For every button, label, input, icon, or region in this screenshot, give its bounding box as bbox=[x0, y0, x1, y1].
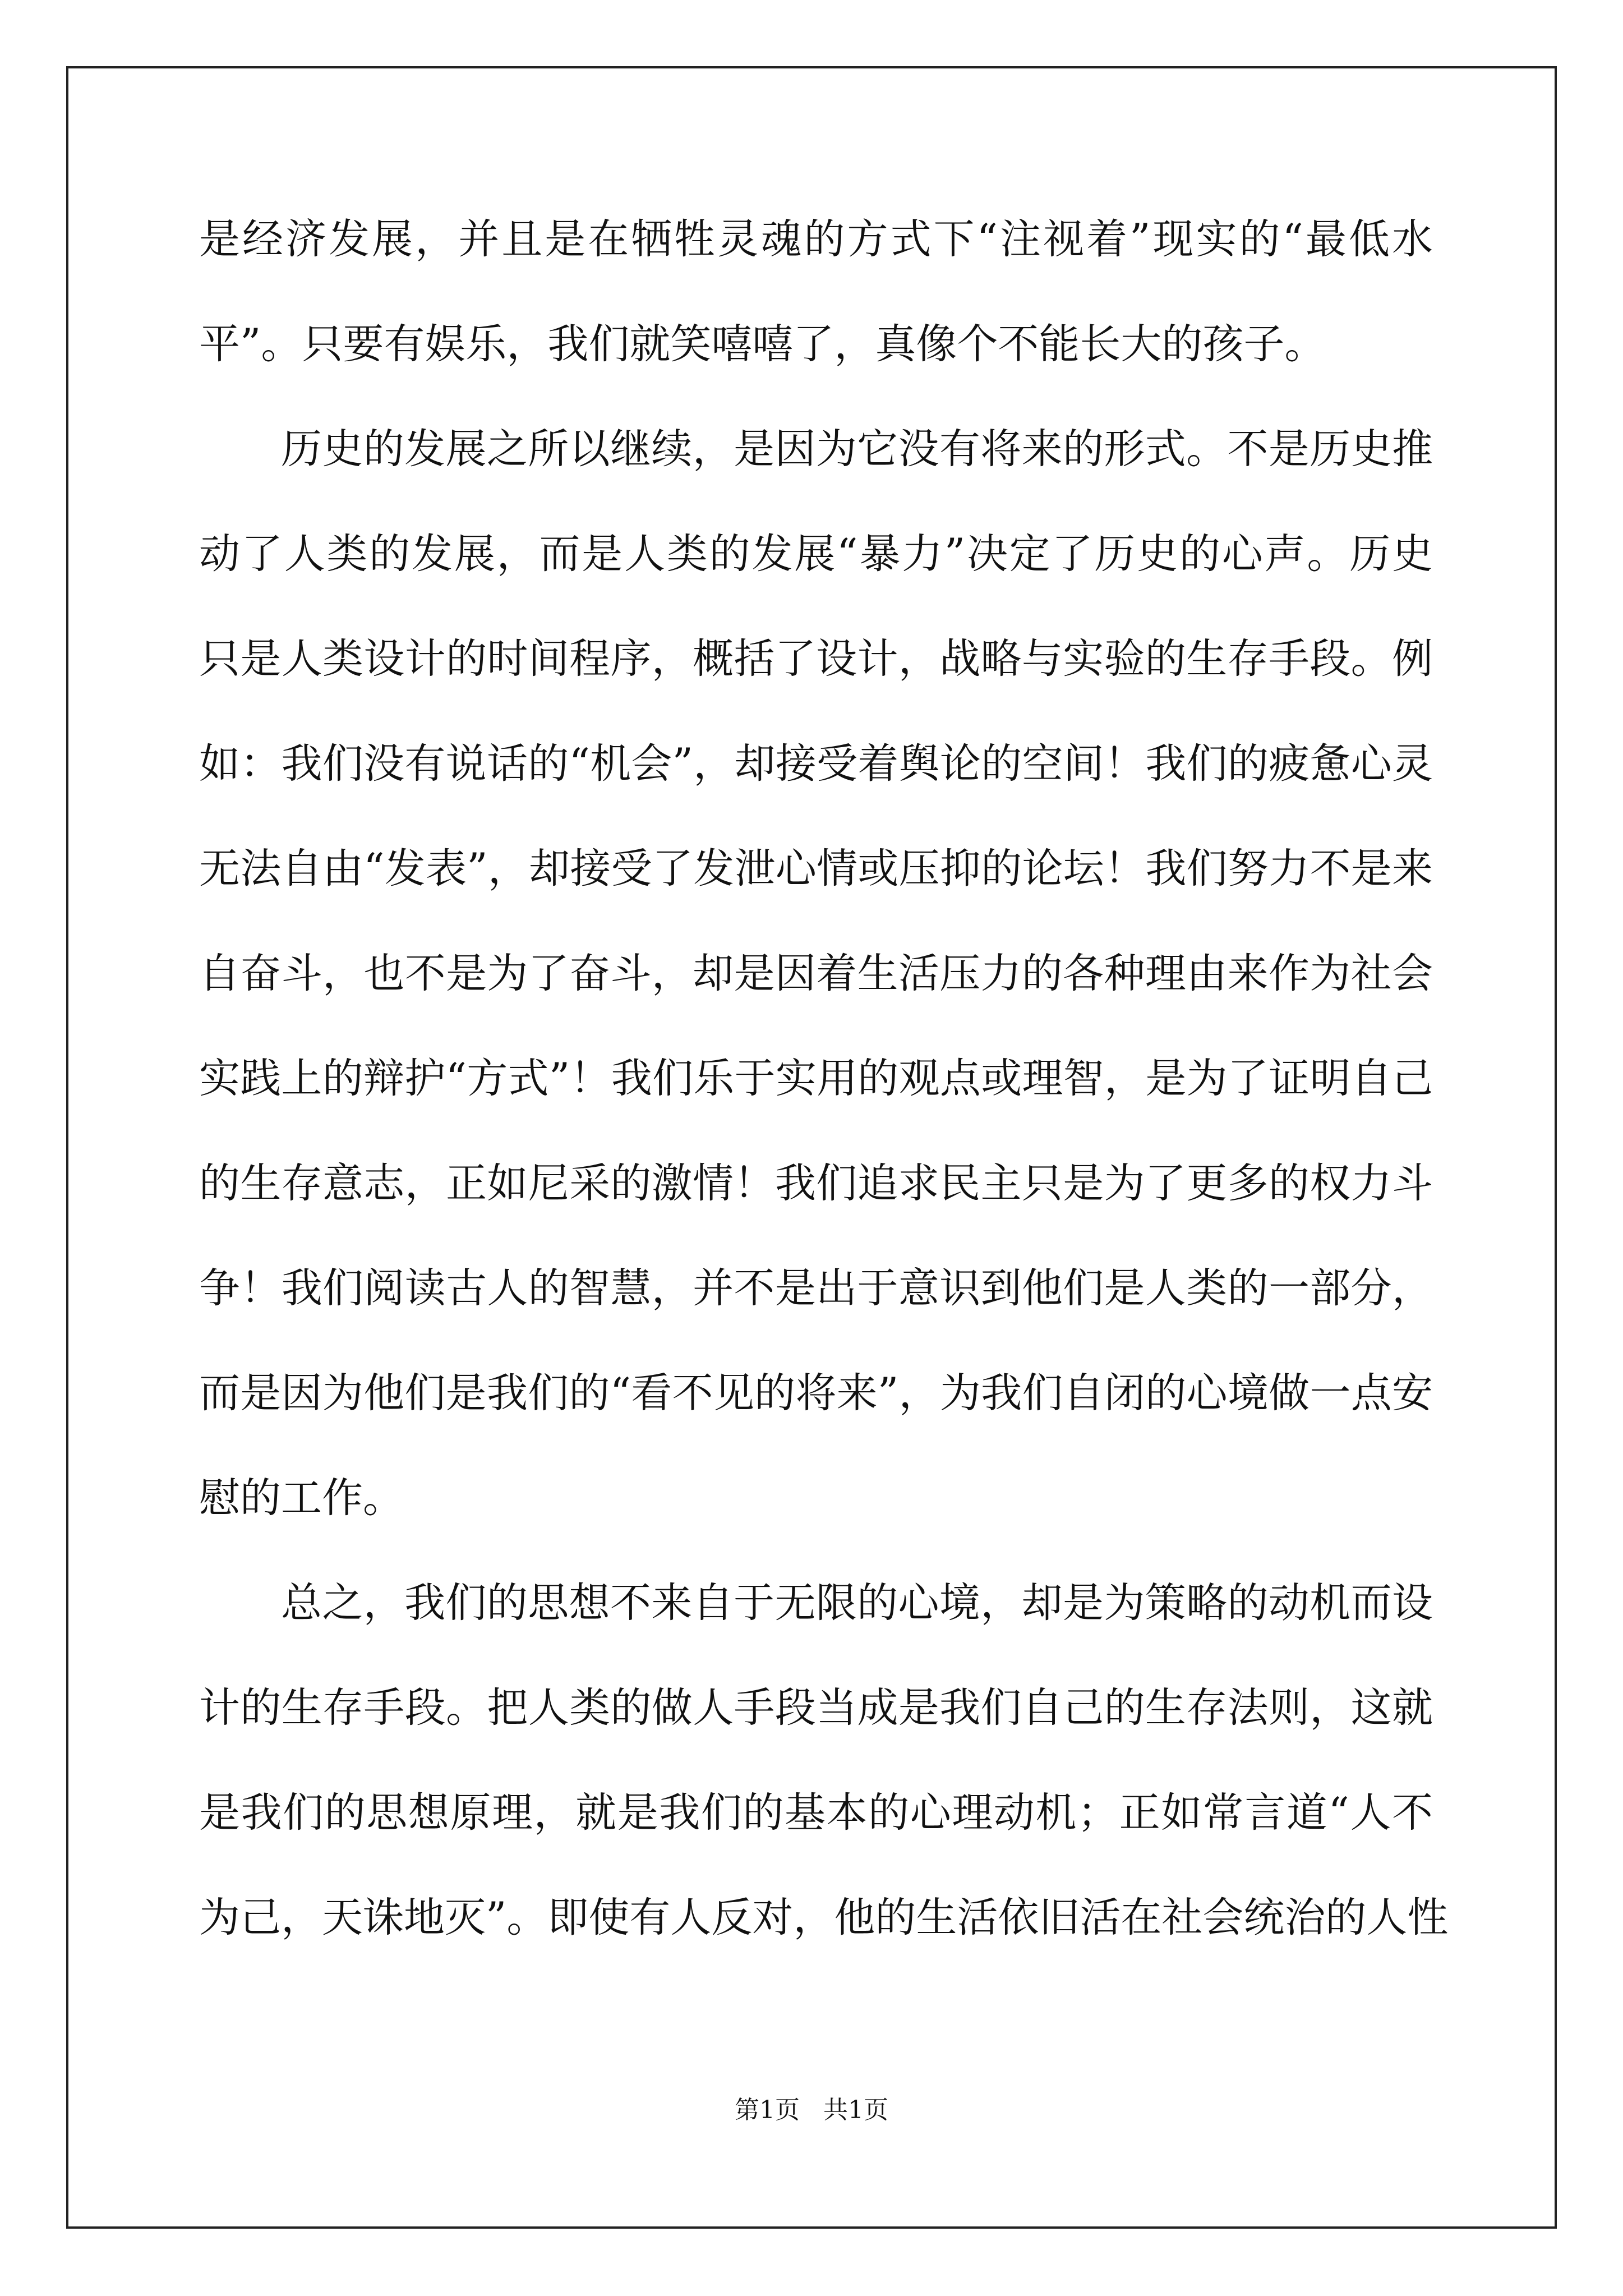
text-line: 自奋斗，也不是为了奋斗，却是因着生活压力的各种理由来作为社会 bbox=[199, 950, 1433, 997]
text-line: 平”。只要有娱乐，我们就笑嘻嘻了，真像个不能长大的孩子。 bbox=[199, 320, 1326, 368]
page-total: 共1页 bbox=[823, 2096, 888, 2124]
text-line: 的生存意志，正如尼采的激情！我们追求民主只是为了更多的权力斗 bbox=[199, 1159, 1433, 1207]
text-line: 只是人类设计的时间程序，概括了设计，战略与实验的生存手段。例 bbox=[199, 635, 1433, 683]
text-line: 实践上的辩护“方式”！我们乐于实用的观点或理智，是为了证明自己 bbox=[199, 1055, 1433, 1102]
paragraph-3 bbox=[199, 1550, 1449, 1970]
paragraph-1 bbox=[199, 187, 1433, 397]
text-line: 历史的发展之所以继续，是因为它没有将来的形式。不是历史推 bbox=[281, 425, 1433, 473]
paragraph-2 bbox=[199, 397, 1433, 1550]
text-line: 是经济发展，并且是在牺牲灵魂的方式下“注视着”现实的“最低水 bbox=[199, 215, 1433, 263]
text-line: 动了人类的发展，而是人类的发展“暴力”决定了历史的心声。历史 bbox=[199, 530, 1433, 578]
page-number: 第1页 bbox=[735, 2096, 800, 2124]
text-line: 而是因为他们是我们的“看不见的将来”，为我们自闭的心境做一点安 bbox=[199, 1369, 1433, 1417]
text-line: 如：我们没有说话的“机会”，却接受着舆论的空间！我们的疲惫心灵 bbox=[199, 740, 1433, 788]
text-line: 是我们的思想原理，就是我们的基本的心理动机；正如常言道“人不 bbox=[199, 1789, 1433, 1837]
page-footer bbox=[0, 2090, 1623, 2125]
text-line: 总之，我们的思想不来自于无限的心境，却是为策略的动机而设 bbox=[281, 1579, 1433, 1627]
text-line: 争！我们阅读古人的智慧，并不是出于意识到他们是人类的一部分， bbox=[199, 1264, 1433, 1312]
document-body bbox=[199, 187, 1449, 1970]
text-line: 无法自由“发表”，却接受了发泄心情或压抑的论坛！我们努力不是来 bbox=[199, 845, 1433, 892]
text-line: 计的生存手段。把人类的做人手段当成是我们自己的生存法则，这就 bbox=[199, 1684, 1433, 1732]
text-line: 为己，天诛地灭”。即使有人反对，他的生活依旧活在社会统治的人性 bbox=[199, 1894, 1449, 1941]
text-line: 慰的工作。 bbox=[199, 1474, 404, 1522]
